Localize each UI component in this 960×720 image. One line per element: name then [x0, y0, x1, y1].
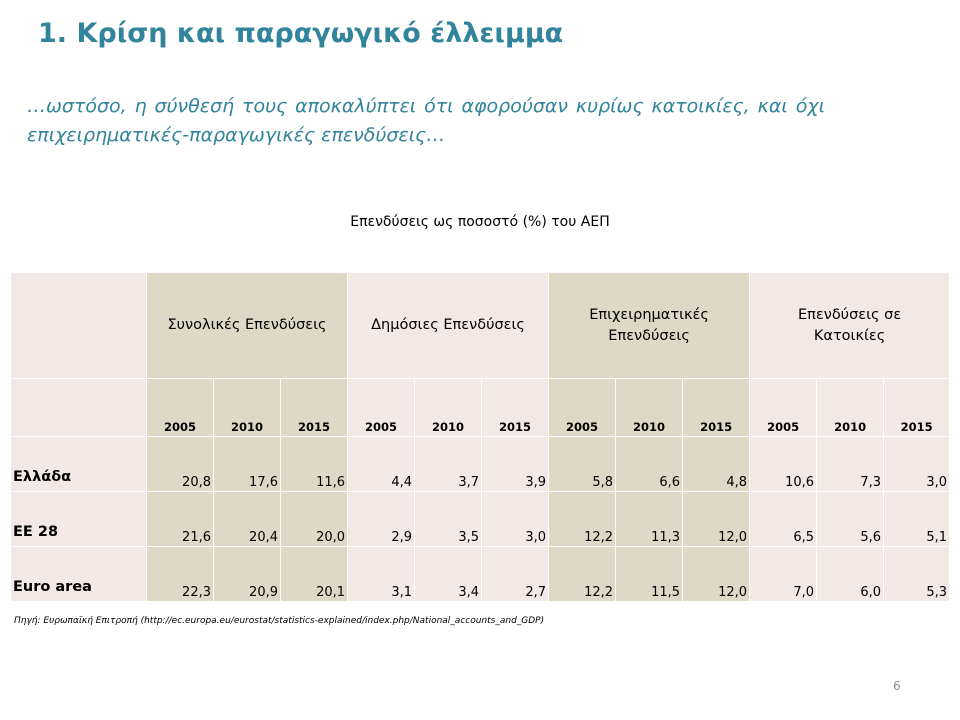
value-cell: 3,7: [415, 437, 482, 492]
value-cell: 12,0: [683, 492, 750, 547]
value-cell: 20,4: [214, 492, 281, 547]
table-row-greece: [11, 437, 950, 492]
group-header-business: [549, 273, 750, 379]
investment-table: [10, 272, 950, 602]
value-cell: 3,0: [884, 437, 950, 492]
value-cell: 11,6: [281, 437, 348, 492]
value-cell: 6,6: [616, 437, 683, 492]
value-cell: 11,3: [616, 492, 683, 547]
year-header: 2015: [683, 379, 750, 437]
table-row-eu28: [11, 492, 950, 547]
slide-title: 1. Κρίση και παραγωγικό έλλειμμα: [38, 18, 564, 49]
corner-cell: [11, 273, 147, 379]
value-cell: 22,3: [147, 547, 214, 602]
value-cell: 4,4: [348, 437, 415, 492]
year-header: 2005: [549, 379, 616, 437]
value-cell: 6,0: [817, 547, 884, 602]
value-cell: 2,7: [482, 547, 549, 602]
table-caption: Επενδύσεις ως ποσοστό (%) του ΑΕΠ: [350, 214, 610, 230]
value-cell: 5,3: [884, 547, 950, 602]
value-cell: 7,0: [750, 547, 817, 602]
value-cell: 21,6: [147, 492, 214, 547]
group-header-total: Συνολικές Επενδύσεις: [147, 273, 348, 379]
year-header: 2010: [214, 379, 281, 437]
value-cell: 10,6: [750, 437, 817, 492]
year-header: 2010: [817, 379, 884, 437]
group-header-row: [11, 273, 950, 379]
value-cell: 5,1: [884, 492, 950, 547]
year-header: 2015: [281, 379, 348, 437]
year-header: 2010: [415, 379, 482, 437]
value-cell: 20,8: [147, 437, 214, 492]
value-cell: 12,2: [549, 547, 616, 602]
value-cell: 7,3: [817, 437, 884, 492]
value-cell: 12,2: [549, 492, 616, 547]
page-number: 6: [893, 679, 901, 693]
year-header: 2005: [750, 379, 817, 437]
value-cell: 6,5: [750, 492, 817, 547]
value-cell: 20,9: [214, 547, 281, 602]
year-header: 2010: [616, 379, 683, 437]
value-cell: 5,8: [549, 437, 616, 492]
year-header: 2005: [348, 379, 415, 437]
value-cell: 2,9: [348, 492, 415, 547]
value-cell: 4,8: [683, 437, 750, 492]
group-header-housing-label: Επενδύσεις σε Κατοικίες: [797, 306, 902, 344]
row-label: ΕΕ 28: [11, 492, 147, 547]
slide-subtitle: …ωστόσο, η σύνθεσή τους αποκαλύπτει ότι αφορούσαν κυρίως κατοικίες, και όχι επιχειρηματικές-παραγωγικές επενδύσεις…: [27, 95, 825, 146]
value-cell: 3,9: [482, 437, 549, 492]
year-header: 2015: [482, 379, 549, 437]
value-cell: 20,0: [281, 492, 348, 547]
value-cell: 17,6: [214, 437, 281, 492]
corner-cell-2: [11, 379, 147, 437]
source-note: Πηγή: Ευρωπαϊκή Επιτροπή (http://ec.europa.eu/eurostat/statistics-explained/index.php/National_accounts_and_GDP): [14, 616, 545, 626]
value-cell: 5,6: [817, 492, 884, 547]
year-header: 2005: [147, 379, 214, 437]
group-header-business-label: Επιχειρηματικές Επενδύσεις: [589, 306, 709, 344]
value-cell: 3,5: [415, 492, 482, 547]
group-header-housing: [750, 273, 950, 379]
value-cell: 3,0: [482, 492, 549, 547]
row-label: Euro area: [11, 547, 147, 602]
value-cell: 11,5: [616, 547, 683, 602]
year-header: 2015: [884, 379, 950, 437]
table-row-euro-area: [11, 547, 950, 602]
value-cell: 3,1: [348, 547, 415, 602]
value-cell: 12,0: [683, 547, 750, 602]
value-cell: 3,4: [415, 547, 482, 602]
value-cell: 20,1: [281, 547, 348, 602]
year-header-row: [11, 379, 950, 437]
group-header-public: Δημόσιες Επενδύσεις: [348, 273, 549, 379]
row-label: Ελλάδα: [11, 437, 147, 492]
